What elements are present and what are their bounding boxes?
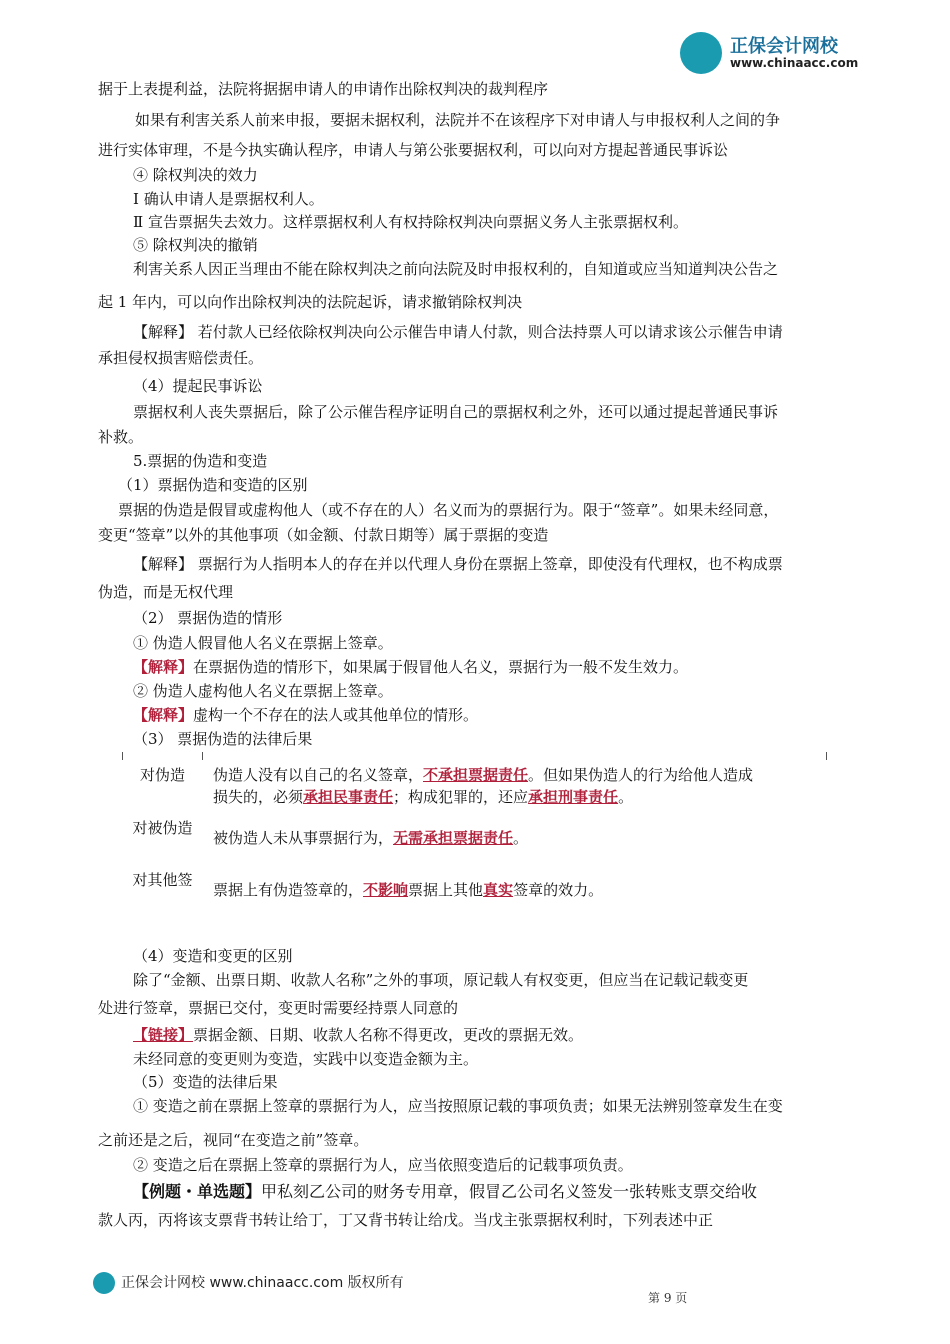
brand-name: 正保会计网校 [730, 36, 838, 57]
alteration-text-cut-2: 处进行签章，票据已交付，变更时需要经持票人同意的 [98, 999, 459, 1017]
alteration-practice: 未经同意的变更则为变造，实践中以变造金额为主。 [133, 1050, 479, 1068]
row-text-line-2: 损失的，必须承担民事责任；构成犯罪的，还应承担刑事责任。 [213, 788, 634, 806]
subsection-forgery-consequence: （3） 票据伪造的法律后果 [133, 730, 313, 748]
explain-tag: 【解释】 [133, 658, 194, 676]
row-header: 对其他签 [132, 871, 193, 889]
table-tick-mid [202, 752, 203, 760]
revoke-text-cut: 起 1 年内，可以向作出除权判决的法院起诉，请求撤销除权判决 [98, 293, 523, 311]
remedy: 补救。 [98, 428, 144, 446]
alteration-after: ② 变造之后在票据上签章的票据行为人，应当依照变造后的记载事项负责。 [133, 1156, 633, 1174]
subsection-alteration: （4）变造和变更的区别 [133, 947, 293, 965]
explain-agent-cut: 【解释】 票据行为人指明本人的存在并以代理人身份在票据上签章，即使没有代理权，也不构成票 [133, 555, 783, 573]
brand-logo [680, 28, 880, 76]
table-row [125, 765, 830, 805]
example-question-cut: 款人丙，丙将该支票背书转让给丁，丁又背书转让给戊。当戊主张票据权利时，下列表述中正 [98, 1211, 714, 1229]
forgery-case-1: ① 伪造人假冒他人名义在票据上签章。 [133, 634, 393, 652]
revoke-text: 利害关系人因正当理由不能在除权判决之前向法院及时申报权利的，自知道或应当知道判决公告之 [133, 260, 779, 278]
footer-logo-icon [93, 1272, 115, 1294]
heading-revoke: ⑤ 除权判决的撤销 [133, 236, 258, 254]
table-tick-left [122, 752, 123, 760]
civil-suit-text-cut: 票据权利人丧失票据后，除了公示催告程序证明自己的票据权利之外，还可以通过提起普通民事诉 [133, 403, 779, 421]
example-question: 【例题・单选题】甲私刻乙公司的财务专用章，假冒乙公司名义签发一张转账支票交给收 [133, 1182, 758, 1201]
link-tag: 【链接】 [133, 1026, 194, 1044]
cut-line-1: 据于上表提利益，法院将据据申请人的申请作出除权判决的裁判程序 [98, 80, 549, 98]
brand-url: www.chinaacc.com [730, 56, 859, 70]
footer: 正保会计网校 www.chinaacc.com 版权所有 [93, 1272, 404, 1294]
table-tick-right [826, 752, 827, 760]
section-forgery: 5.票据的伪造和变造 [133, 452, 268, 470]
example-tag: 【例题・单选题】 [133, 1182, 262, 1201]
alteration-before: ① 变造之前在票据上签章的票据行为人，应当按照原记载的事项负责；如果无法辨别签章发生在变 [133, 1097, 783, 1115]
cut-line-2: 如果有利害关系人前来申报，要据未据权利，法院并不在该程序下对申请人与申报权利人之间的争 [135, 111, 781, 129]
civil-suit-cut: （4）提起民事诉讼 [133, 377, 263, 395]
table-row [125, 870, 830, 910]
table-row [125, 818, 830, 858]
alteration-definition-cut: 变更“签章”以外的其他事项（如金额、付款日期等）属于票据的变造 [98, 526, 549, 544]
link-note: 【链接】票据金额、日期、收款人名称不得更改，更改的票据无效。 [133, 1026, 584, 1044]
row-header: 对被伪造 [132, 819, 193, 837]
effect-item-2: Ⅱ 宣告票据失去效力。这样票据权利人有权持除权判决向票据义务人主张票据权利。 [133, 213, 688, 231]
heading-effect: ④ 除权判决的效力 [133, 166, 258, 184]
alteration-text-cut: 除了“金额、出票日期、收款人名称”之外的事项，原记载人有权变更，但应当在记载记载变更 [133, 971, 749, 989]
row-header: 对伪造 [139, 766, 185, 784]
forgery-case-2: ② 伪造人虚构他人名义在票据上签章。 [133, 682, 393, 700]
forgery-case-2-explain: 【解释】虚构一个不存在的法人或其他单位的情形。 [133, 706, 479, 724]
row-text: 票据上有伪造签章的，不影响票据上其他真实签章的效力。 [213, 881, 604, 899]
explain-agent-cut-2: 伪造，而是无权代理 [98, 583, 234, 601]
subsection-difference: （1）票据伪造和变造的区别 [118, 476, 308, 494]
explain-cut: 【解释】 若付款人已经依除权判决向公示催告申请人付款，则合法持票人可以请求该公示催告申请 [133, 323, 783, 341]
forgery-case-1-explain: 【解释】在票据伪造的情形下，如果属于假冒他人名义，票据行为一般不发生效力。 [133, 658, 689, 676]
explain-tag: 【解释】 [133, 706, 194, 724]
row-text: 被伪造人未从事票据行为，无需承担票据责任。 [213, 829, 529, 847]
brand-logo-icon [680, 32, 722, 74]
subsection-forgery-cases: （2） 票据伪造的情形 [133, 609, 283, 627]
alteration-before-cont: 之前还是之后，视同“在变造之前”签章。 [98, 1131, 369, 1149]
forgery-definition: 票据的伪造是假冒或虚构他人（或不存在的人）名义而为的票据行为。限于“签章”。如果未经同意， [118, 501, 779, 519]
effect-item-1: Ⅰ 确认申请人是票据权利人。 [133, 190, 324, 208]
cut-line-3: 进行实体审理，不是今执实确认程序，申请人与第公张要据权利，可以向对方提起普通民事诉讼 [98, 141, 729, 159]
tort-liability: 承担侵权损害赔偿责任。 [98, 349, 264, 367]
subsection-alteration-consequence: （5）变造的法律后果 [133, 1073, 278, 1091]
page-number: 第 9 页 [648, 1291, 688, 1305]
row-text-line-1: 伪造人没有以自己的名义签章，不承担票据责任。但如果伪造人的行为给他人造成 [213, 766, 754, 784]
